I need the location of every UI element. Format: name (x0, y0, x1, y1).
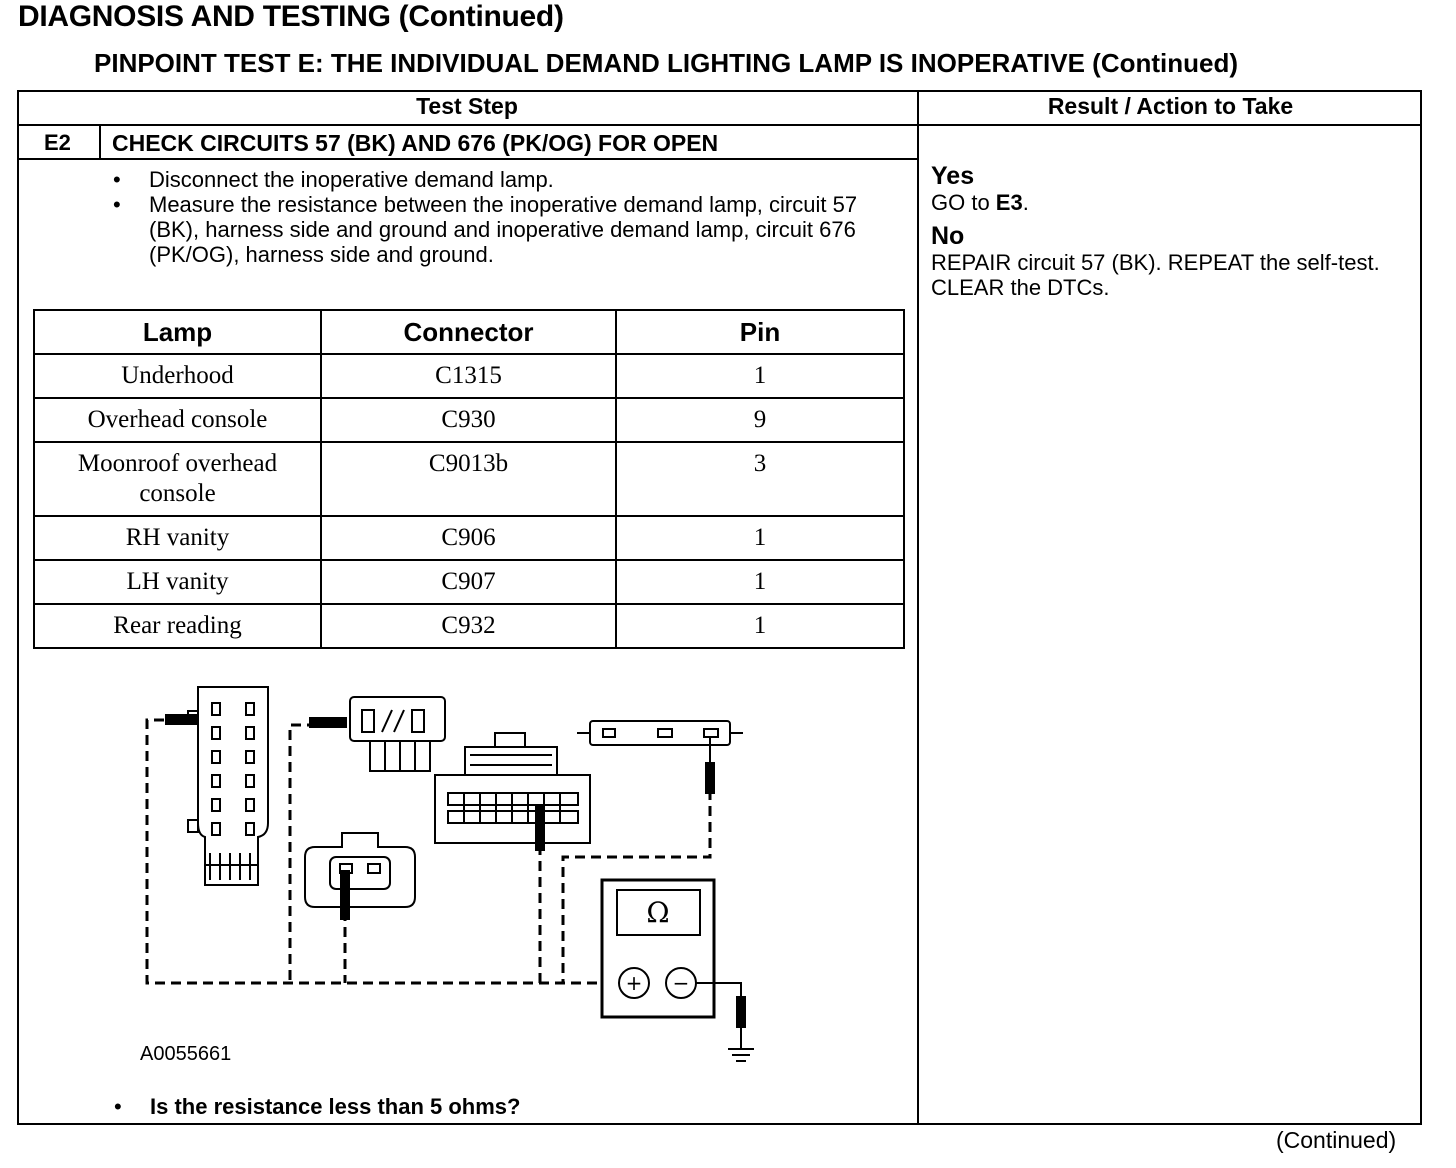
result-yes-text (931, 190, 1401, 215)
bullet-marker: • (113, 167, 121, 192)
meter-minus-terminal: − (672, 971, 690, 995)
continued-label: (Continued) (1276, 1127, 1397, 1153)
table-cell: C930 (321, 398, 616, 442)
table-cell: Moonroof overhead console (34, 442, 321, 516)
result-no-text: REPAIR circuit 57 (BK). REPEAT the self-test. CLEAR the DTCs. (931, 250, 1380, 300)
table-row (34, 560, 904, 604)
table-cell: C907 (321, 560, 616, 604)
pinpoint-test-title: PINPOINT TEST E: THE INDIVIDUAL DEMAND LIGHTING LAMP IS INOPERATIVE (Continued) (94, 48, 1239, 78)
step-title-divider (17, 158, 919, 160)
bullet-marker: • (114, 1094, 122, 1119)
table-cell: 1 (616, 560, 904, 604)
table-cell: C932 (321, 604, 616, 648)
table-cell: RH vanity (34, 516, 321, 560)
bullet-item (113, 167, 889, 192)
test-probe-icon (341, 871, 349, 919)
table-cell: 1 (616, 516, 904, 560)
table-cell: Underhood (34, 354, 321, 398)
table-cell: C9013b (321, 442, 616, 516)
table-cell: C906 (321, 516, 616, 560)
column-header-test-step: Test Step (416, 93, 518, 119)
dashed-harness-wires (147, 720, 710, 983)
result-yes-suffix: . (1022, 190, 1029, 215)
meter-plus-terminal: + (625, 971, 643, 995)
bullet-text: Disconnect the inoperative demand lamp. (149, 167, 554, 192)
result-yes-label: Yes (931, 162, 975, 190)
table-row (34, 516, 904, 560)
test-probe-icon (166, 715, 196, 724)
result-yes-target: E3 (995, 190, 1023, 215)
table-cell: 1 (616, 354, 904, 398)
table-row (34, 604, 904, 648)
table-header-row (34, 310, 904, 354)
table-header-cell: Pin (616, 310, 904, 354)
connector-small-icon (350, 697, 445, 771)
table-cell: Overhead console (34, 398, 321, 442)
connector-lamp-strip-icon (577, 721, 743, 745)
bullet-item (113, 192, 879, 267)
result-yes-prefix: GO to (931, 190, 996, 215)
column-divider (917, 90, 919, 1125)
test-probe-icon (536, 805, 544, 850)
page-title: DIAGNOSIS AND TESTING (Continued) (18, 0, 564, 33)
step-id: E2 (44, 130, 71, 155)
ohm-symbol: Ω (646, 896, 670, 929)
table-cell: 3 (616, 442, 904, 516)
table-header-cell: Connector (321, 310, 616, 354)
bullet-text: Measure the resistance between the inoperative demand lamp, circuit 57 (BK), harness side and ground and inoperative demand lamp, circuit 676 (PK/OG), harness side and ground. (149, 192, 858, 267)
result-no-label: No (931, 222, 965, 250)
connector-pin-table (33, 309, 905, 649)
table-row (34, 442, 904, 516)
test-probe-icon (310, 718, 346, 727)
table-cell: C1315 (321, 354, 616, 398)
table-cell: LH vanity (34, 560, 321, 604)
table-cell: 1 (616, 604, 904, 648)
result-column (931, 163, 1401, 300)
ohmmeter-wiring-diagram (130, 675, 790, 1075)
connector-multipin-icon (188, 687, 268, 885)
step-question: Is the resistance less than 5 ohms? (150, 1094, 521, 1119)
header-row-divider (17, 124, 1422, 126)
step-id-divider (99, 124, 101, 158)
figure-id: A0055661 (140, 1043, 232, 1065)
table-cell: Rear reading (34, 604, 321, 648)
bullet-marker: • (113, 192, 121, 217)
table-header-cell: Lamp (34, 310, 321, 354)
table-cell: 9 (616, 398, 904, 442)
table-row (34, 354, 904, 398)
column-header-result: Result / Action to Take (1047, 93, 1294, 119)
bullet-item (114, 1094, 521, 1119)
step-title: CHECK CIRCUITS 57 (BK) AND 676 (PK/OG) FOR OPEN (112, 130, 719, 156)
connector-large-icon (435, 733, 590, 843)
connector-two-pin-icon (305, 833, 415, 907)
table-row (34, 398, 904, 442)
